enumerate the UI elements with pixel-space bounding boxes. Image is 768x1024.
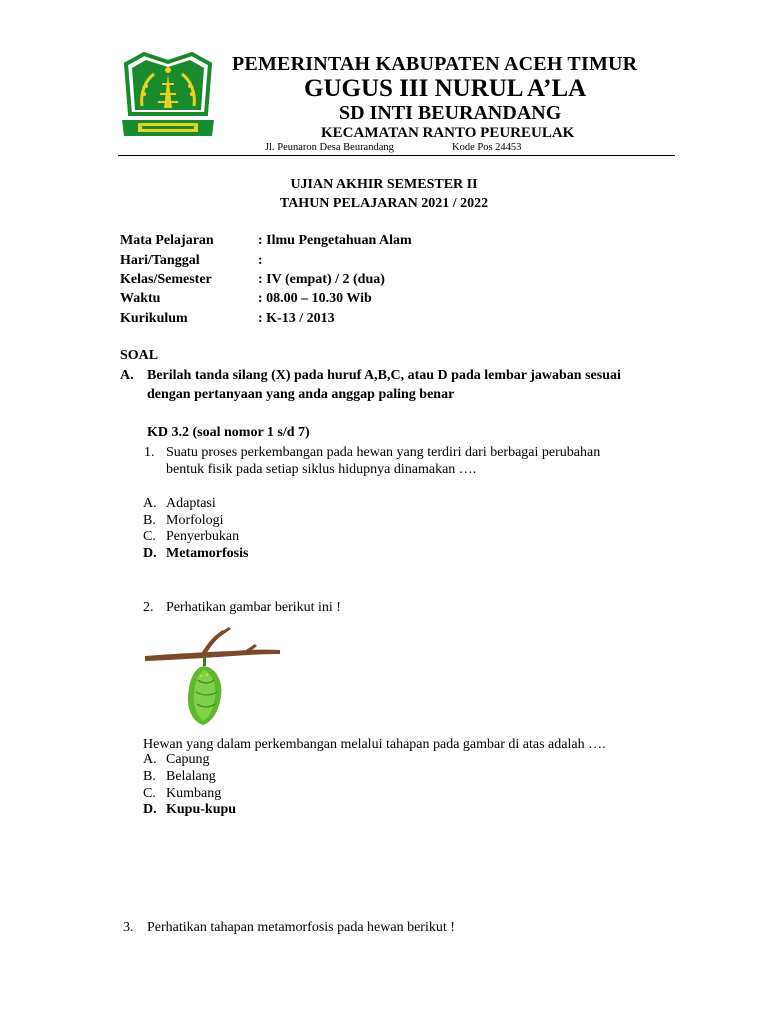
meta-label-curriculum: Kurikulum	[120, 311, 188, 326]
q1-text-line1: Suatu proses perkembangan pada hewan yang terdiri dari berbagai perubahan	[166, 445, 601, 460]
q2-option-d-answer: Kupu-kupu	[166, 802, 237, 817]
q1-option-d-letter: D.	[143, 546, 157, 561]
q2-text-line2: Hewan yang dalam perkembangan melalui tahapan pada gambar di atas adalah ….	[143, 737, 606, 752]
q1-option-b: Morfologi	[166, 513, 224, 528]
q2-option-b-letter: B.	[143, 769, 156, 784]
section-a-instruction-1: Berilah tanda silang (X) pada huruf A,B,C, atau D pada lembar jawaban sesuai	[147, 368, 621, 383]
q2-option-b: Belalang	[166, 769, 216, 784]
q1-option-c-letter: C.	[143, 529, 156, 544]
q1-option-d-answer: Metamorfosis	[166, 546, 249, 561]
q1-option-c: Penyerbukan	[166, 529, 240, 544]
kd-heading: KD 3.2 (soal nomor 1 s/d 7)	[147, 425, 310, 440]
school-emblem-logo	[118, 50, 218, 142]
q1-option-a: Adaptasi	[166, 496, 216, 511]
q2-option-a: Capung	[166, 752, 210, 767]
q3-number: 3.	[123, 920, 134, 935]
meta-value-subject: : Ilmu Pengetahuan Alam	[258, 233, 412, 248]
header-cluster: GUGUS III NURUL A’LA	[304, 75, 587, 102]
meta-label-class: Kelas/Semester	[120, 272, 212, 287]
section-soal: SOAL	[120, 348, 159, 363]
meta-value-date: :	[258, 253, 263, 268]
q2-option-d-letter: D.	[143, 802, 157, 817]
meta-label-date: Hari/Tanggal	[120, 253, 200, 268]
header-address-line	[265, 142, 522, 153]
chrysalis-on-branch-image	[143, 624, 281, 728]
q1-option-b-letter: B.	[143, 513, 156, 528]
header-government: PEMERINTAH KABUPATEN ACEH TIMUR	[232, 53, 638, 75]
meta-value-class: : IV (empat) / 2 (dua)	[258, 272, 385, 287]
header-school: SD INTI BEURANDANG	[339, 102, 562, 124]
q2-option-c: Kumbang	[166, 786, 222, 801]
q2-number: 2.	[143, 600, 154, 615]
q2-option-a-letter: A.	[143, 752, 157, 767]
q2-text-line1: Perhatikan gambar berikut ini !	[166, 600, 341, 615]
header-divider	[118, 155, 675, 156]
section-a-instruction-2: dengan pertanyaan yang anda anggap paling benar	[147, 387, 455, 402]
meta-label-time: Waktu	[120, 291, 161, 306]
header-address: Jl. Peunaron Desa Beurandang	[265, 142, 394, 153]
exam-title: UJIAN AKHIR SEMESTER II	[290, 177, 478, 192]
exam-year: TAHUN PELAJARAN 2021 / 2022	[279, 196, 489, 211]
q2-option-c-letter: C.	[143, 786, 156, 801]
meta-value-curriculum: : K-13 / 2013	[258, 311, 335, 326]
header-postcode: Kode Pos 24453	[452, 142, 522, 153]
meta-label-subject: Mata Pelajaran	[120, 233, 214, 248]
q1-number: 1.	[144, 445, 155, 460]
section-a-letter: A.	[120, 368, 134, 383]
q1-text-line2: bentuk fisik pada setiap siklus hidupnya dinamakan ….	[166, 462, 477, 477]
header-district: KECAMATAN RANTO PEUREULAK	[321, 125, 575, 141]
q1-option-a-letter: A.	[143, 496, 157, 511]
q3-text-line1: Perhatikan tahapan metamorfosis pada hewan berikut !	[147, 920, 455, 935]
meta-value-time: : 08.00 – 10.30 Wib	[258, 291, 372, 306]
